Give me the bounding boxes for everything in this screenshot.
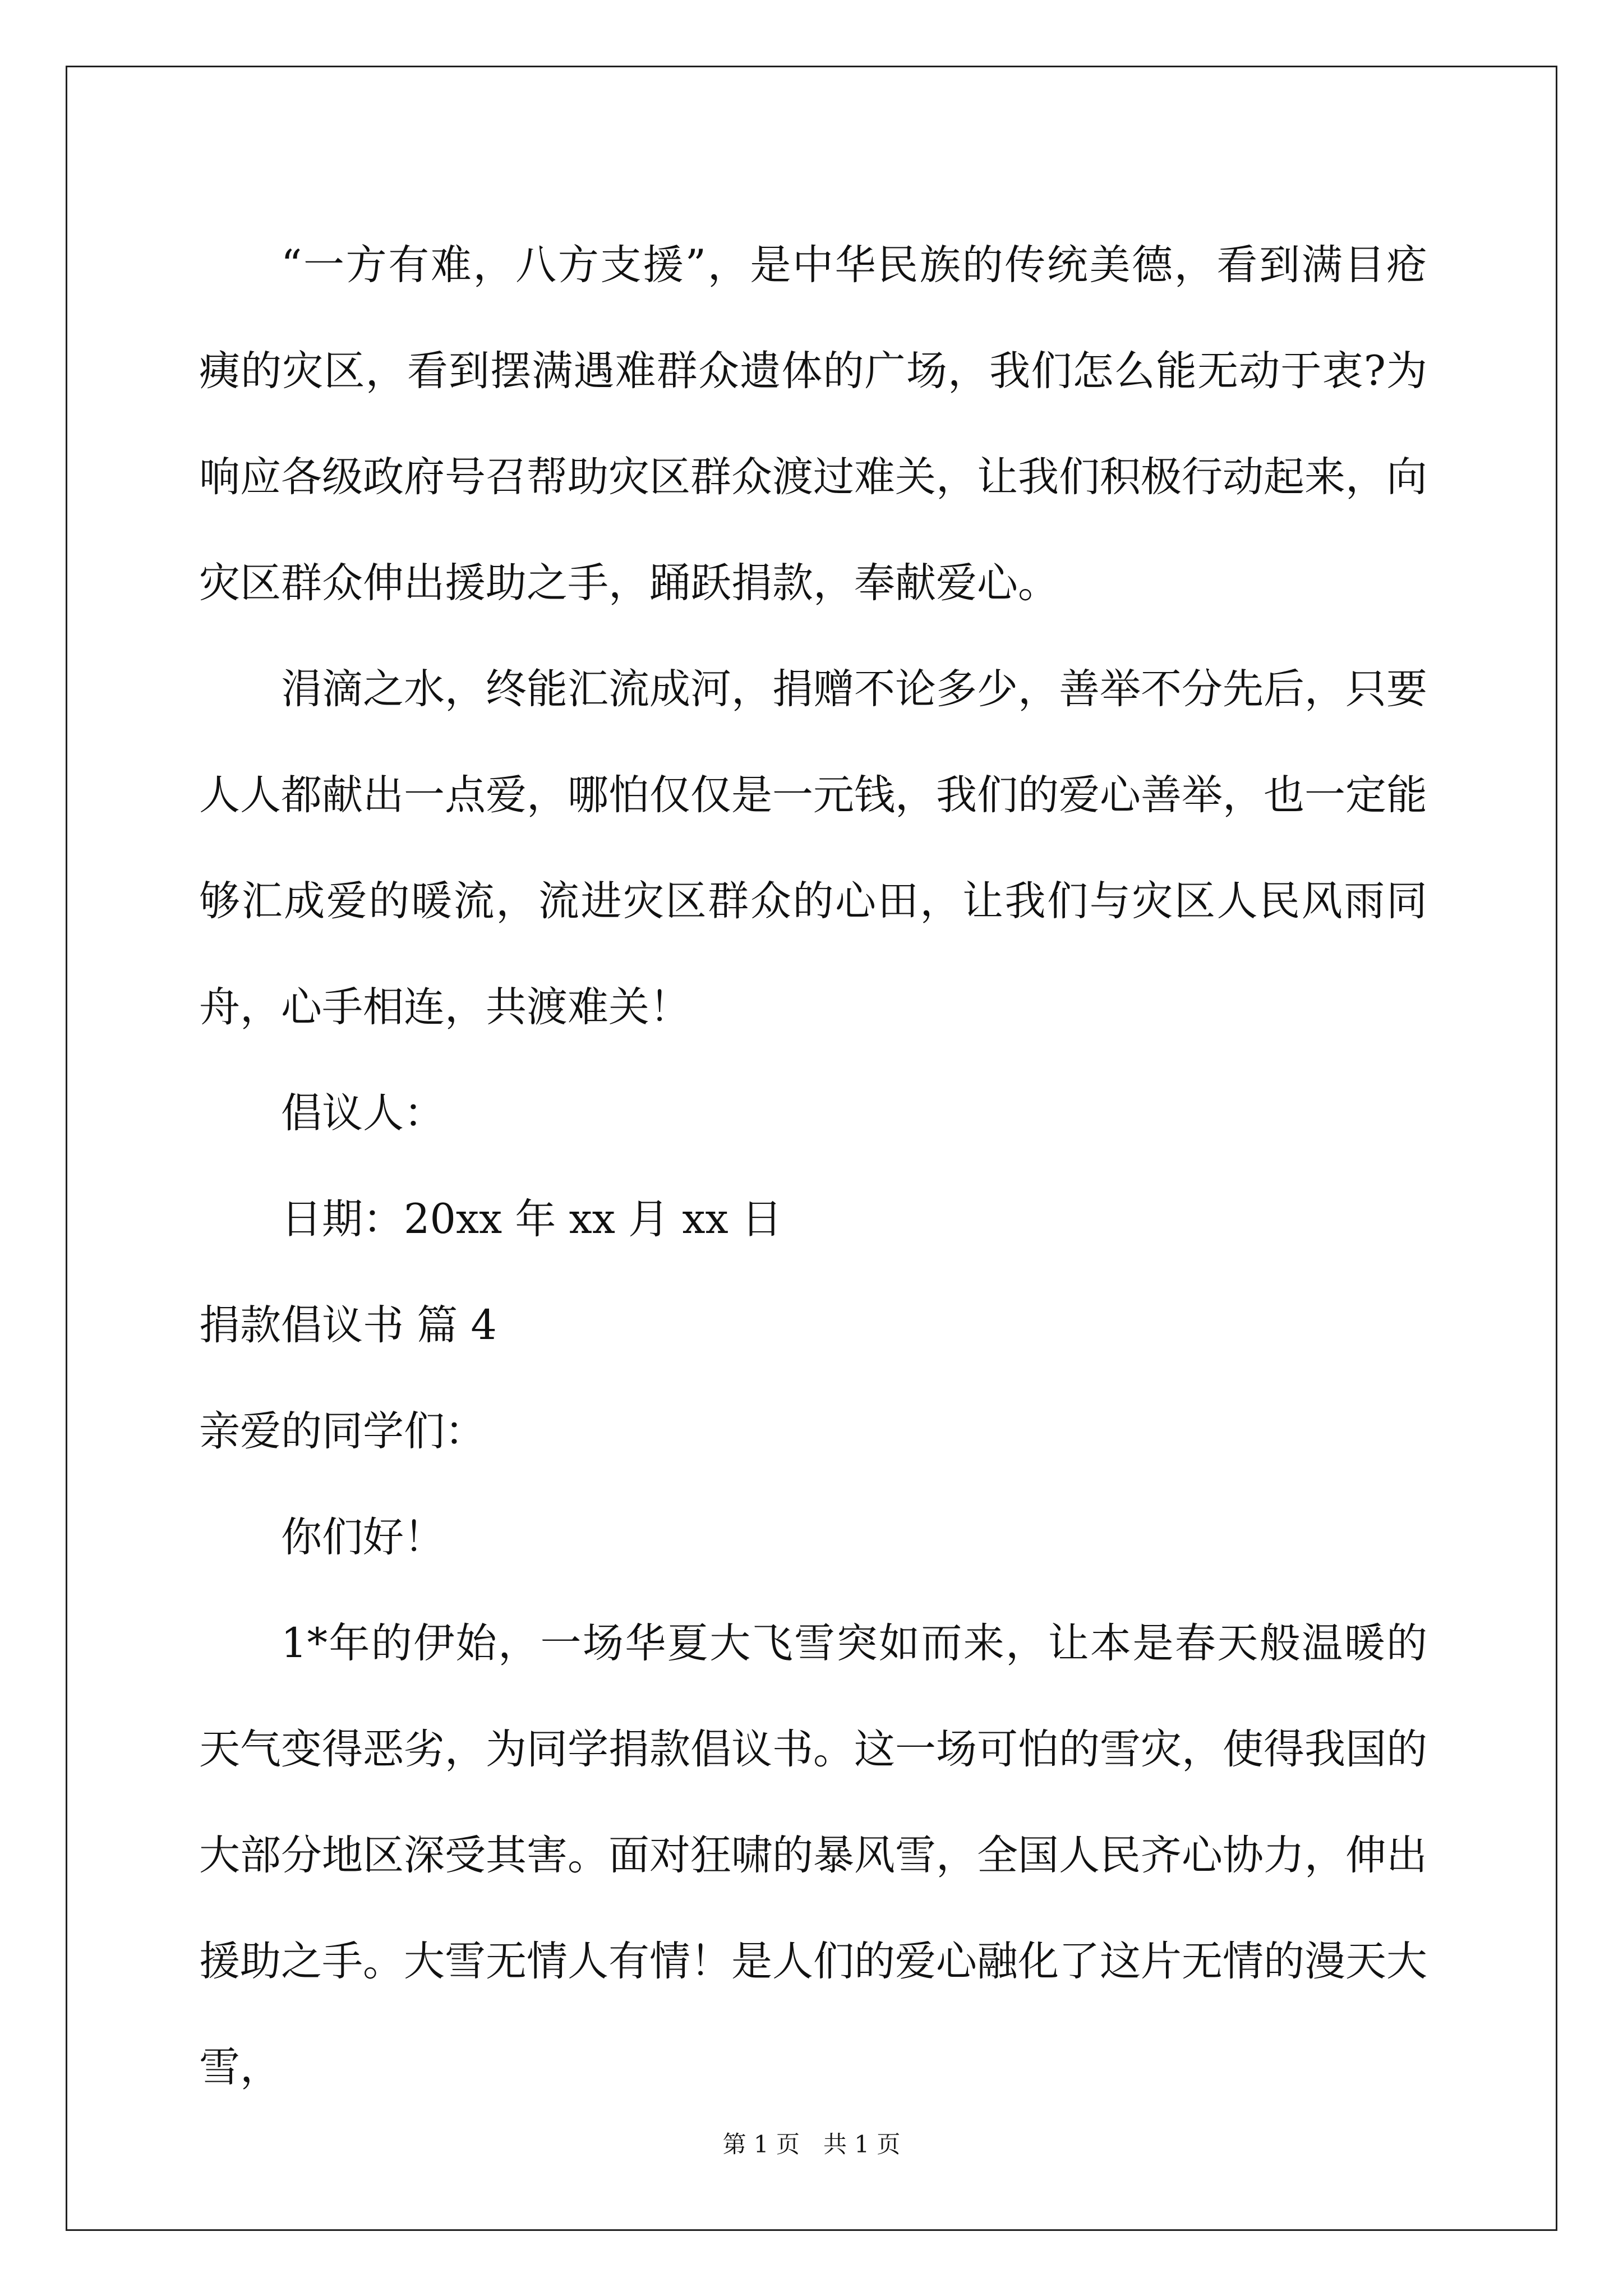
paragraph-donation: 涓滴之水，终能汇流成河，捐赠不论多少，善举不分先后，只要人人都献出一点爱，哪怕仅仅是一元钱，我们的爱心善举，也一定能够汇成爱的暖流，流进灾区群众的心田，让我们与灾区人民风雨同舟，心手相连，共渡难关！: [199, 665, 1427, 1031]
date-line: 日期：20xx 年 xx 月 xx 日: [281, 1195, 782, 1243]
paragraph-appeal: “一方有难，八方支援”，是中华民族的传统美德，看到满目疮痍的灾区，看到摆满遇难群众遗体的广场，我们怎么能无动于衷?为响应各级政府号召帮助灾区群众渡过难关，让我们积极行动起来，向灾区群众伸出援助之手，踊跃捐款，奉献爱心。: [199, 241, 1427, 607]
document-body: [199, 212, 1427, 2120]
section-heading: 捐款倡议书 篇 4: [199, 1301, 497, 1349]
paragraph-snowstorm: 1*年的伊始，一场华夏大飞雪突如而来，让本是春天般温暖的天气变得恶劣，为同学捐款倡议书。这一场可怕的雪灾，使得我国的大部分地区深受其害。面对狂啸的暴风雪，全国人民齐心协力，伸出援助之手。大雪无情人有情！是人们的爱心融化了这片无情的漫天大雪，: [199, 1619, 1427, 2091]
page-number: 第 1 页: [722, 2131, 800, 2158]
page-total: 共 1 页: [823, 2131, 901, 2158]
initiator-line: 倡议人：: [281, 1089, 445, 1137]
page-footer: [0, 2126, 1623, 2160]
salutation: 亲爱的同学们：: [199, 1407, 486, 1455]
greeting: 你们好！: [281, 1513, 445, 1561]
